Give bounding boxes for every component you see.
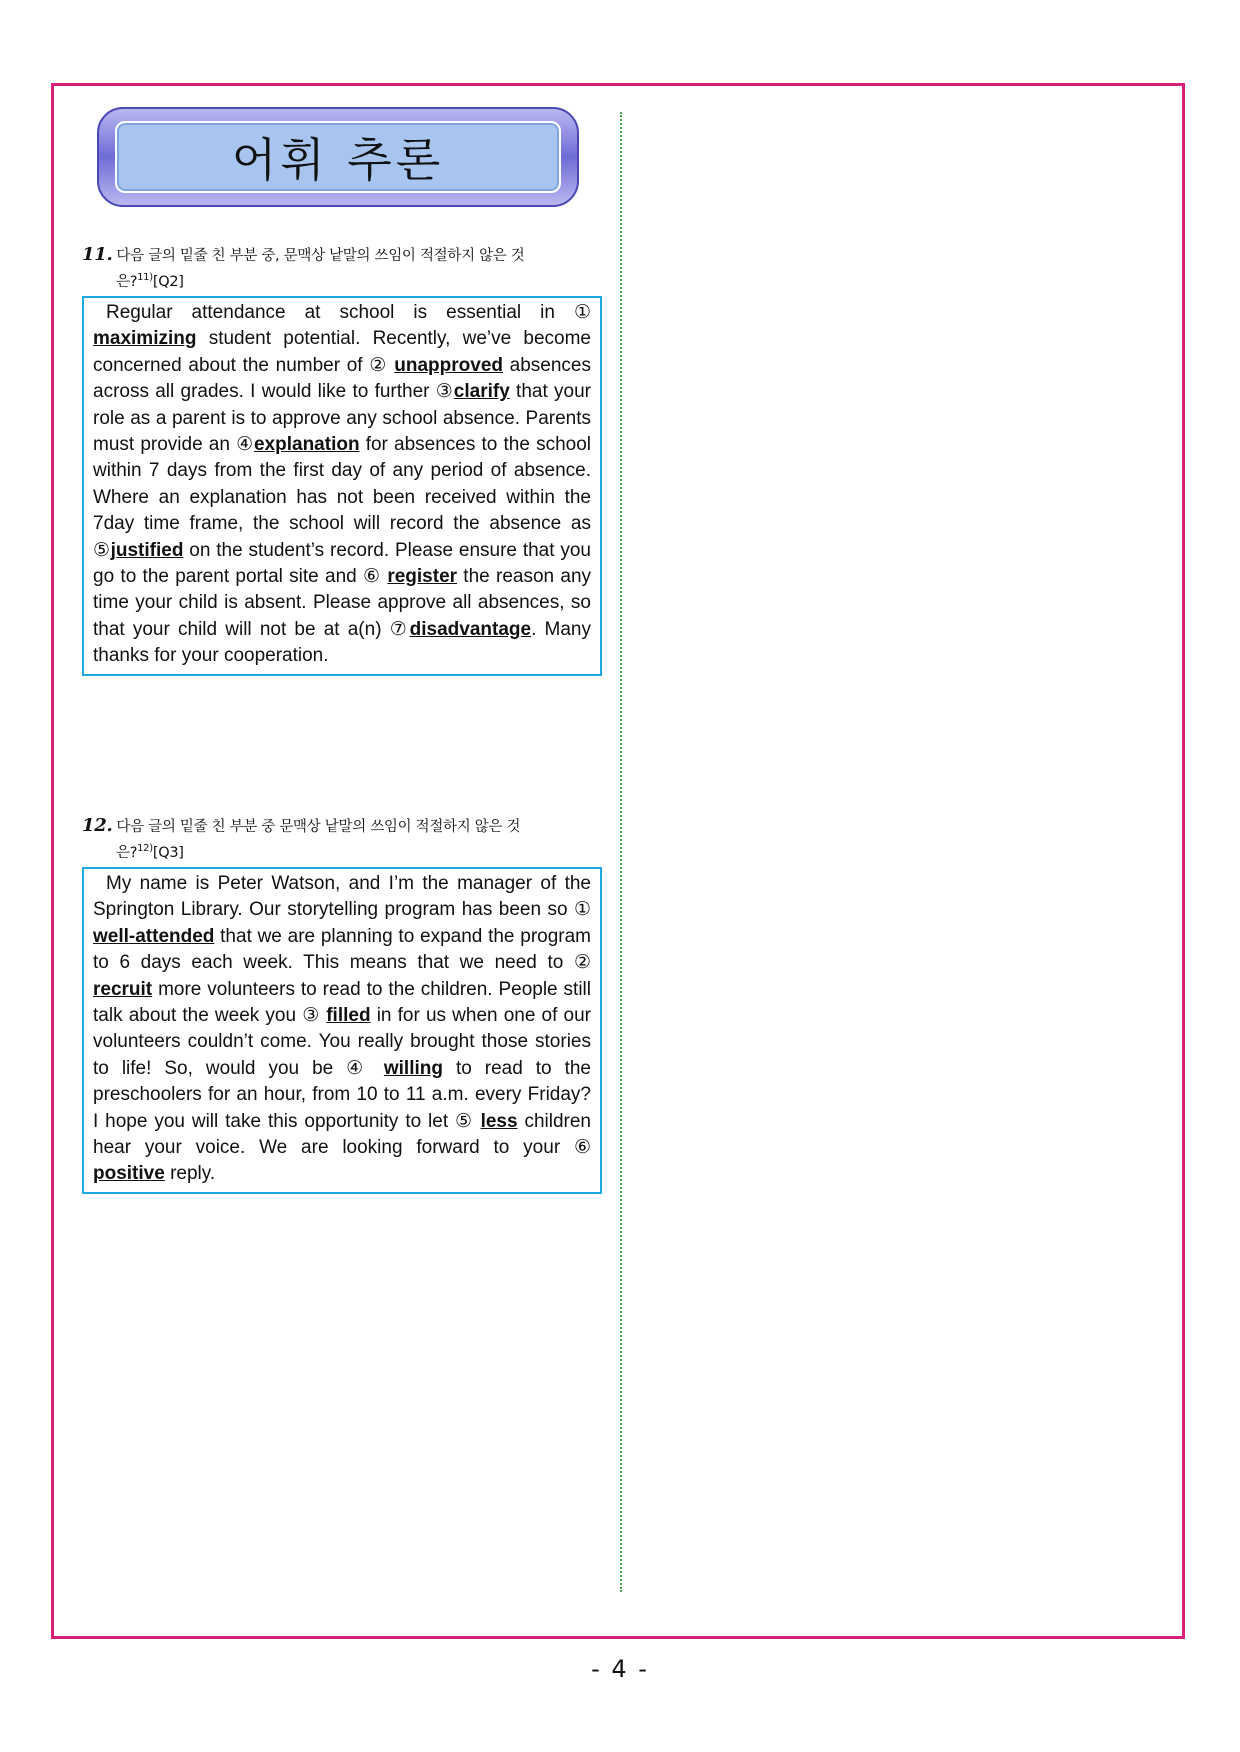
question-11-number: 11.	[82, 244, 113, 265]
passage-text: Regular attendance at school is essential in ①	[106, 302, 591, 323]
passage-text: the reason any time your child is absent. Please approve all absences, so that your child will not be at a(n) ⑦	[93, 566, 592, 640]
underlined-word: filled	[326, 1005, 371, 1027]
underlined-word: explanation	[253, 434, 360, 456]
page-number: - 4 -	[591, 1655, 649, 1683]
question-11-prompt-text: 다음 글의 밑줄 친 부분 중, 문맥상 낱말의 쓰임이 적절하지 않은 것	[116, 248, 525, 264]
passage-text: on the student’s record. Please ensure that you go to the parent portal site and ⑥	[93, 539, 591, 588]
underlined-word: maximizing	[93, 328, 197, 350]
passage-text: absences across all grades. I would like to further ③	[93, 354, 591, 403]
question-12-footnote: 12)	[137, 843, 153, 854]
underlined-word: less	[480, 1110, 518, 1132]
underlined-word: recruit	[93, 978, 153, 1000]
underlined-word: well-attended	[93, 925, 215, 947]
underlined-word: disadvantage	[409, 618, 532, 640]
section-title: 어휘 추론	[231, 133, 445, 187]
question-11-prompt-end: 은?	[116, 273, 138, 290]
passage-text: that your role as a parent is to approve any school absence. Parents must provide an ④	[93, 381, 591, 456]
question-12-prompt	[82, 815, 602, 864]
passage-text: in for us when one of our volunteers couldn’t come. You really brought those stories to life! So, would you be ④	[93, 1005, 591, 1079]
passage-text: more volunteers to read to the children. People still talk about the week you ③	[93, 978, 591, 1027]
question-12-tag: [Q3]	[152, 844, 184, 861]
passage-text: student potential. Recently, we’ve become concerned about the number of ②	[93, 328, 591, 376]
question-12-line2	[82, 838, 602, 864]
passage-text: . Many thanks for your cooperation.	[93, 618, 591, 667]
passage-text: that we are planning to expand the program to 6 days each week. This means that we need to ②	[93, 925, 591, 974]
passage-text: children hear your voice. We are looking forward to your ⑥	[93, 1110, 591, 1159]
question-11-line1	[82, 244, 602, 267]
underlined-word: register	[387, 566, 458, 588]
question-12-prompt-text: 다음 글의 밑줄 친 부분 중 문맥상 낱말의 쓰임이 적절하지 않은 것	[116, 819, 521, 835]
question-11-line2	[82, 267, 602, 293]
underlined-word: willing	[383, 1057, 443, 1079]
section-title-banner	[97, 107, 579, 207]
question-12-prompt-end: 은?	[116, 844, 138, 861]
underlined-word: positive	[93, 1163, 165, 1185]
passage-text: to read to the preschoolers for an hour, from 10 to 11 a.m. every Friday? I hope you will take this opportunity to let ⑤	[93, 1057, 592, 1132]
question-11-prompt	[82, 244, 602, 293]
underlined-word: justified	[110, 539, 184, 561]
question-12-line1	[82, 815, 602, 838]
question-12-passage	[82, 867, 602, 1194]
underlined-word: unapproved	[394, 354, 503, 376]
column-divider	[620, 112, 622, 1592]
question-11-passage	[82, 296, 602, 676]
passage-text: My name is Peter Watson, and I’m the manager of the Springton Library. Our storytelling program has been so ①	[93, 873, 591, 921]
section-title-inner	[115, 121, 561, 193]
question-12-number: 12.	[82, 815, 113, 836]
question-11-footnote: 11)	[137, 272, 153, 283]
question-11-tag: [Q2]	[152, 273, 184, 290]
passage-text: for absences to the school within 7 days from the first day of any period of absence. Where an explanation has not been received within the 7day time frame, the school will record the absence as ⑤	[93, 434, 591, 561]
passage-text: reply.	[164, 1163, 216, 1185]
underlined-word: clarify	[453, 381, 510, 403]
